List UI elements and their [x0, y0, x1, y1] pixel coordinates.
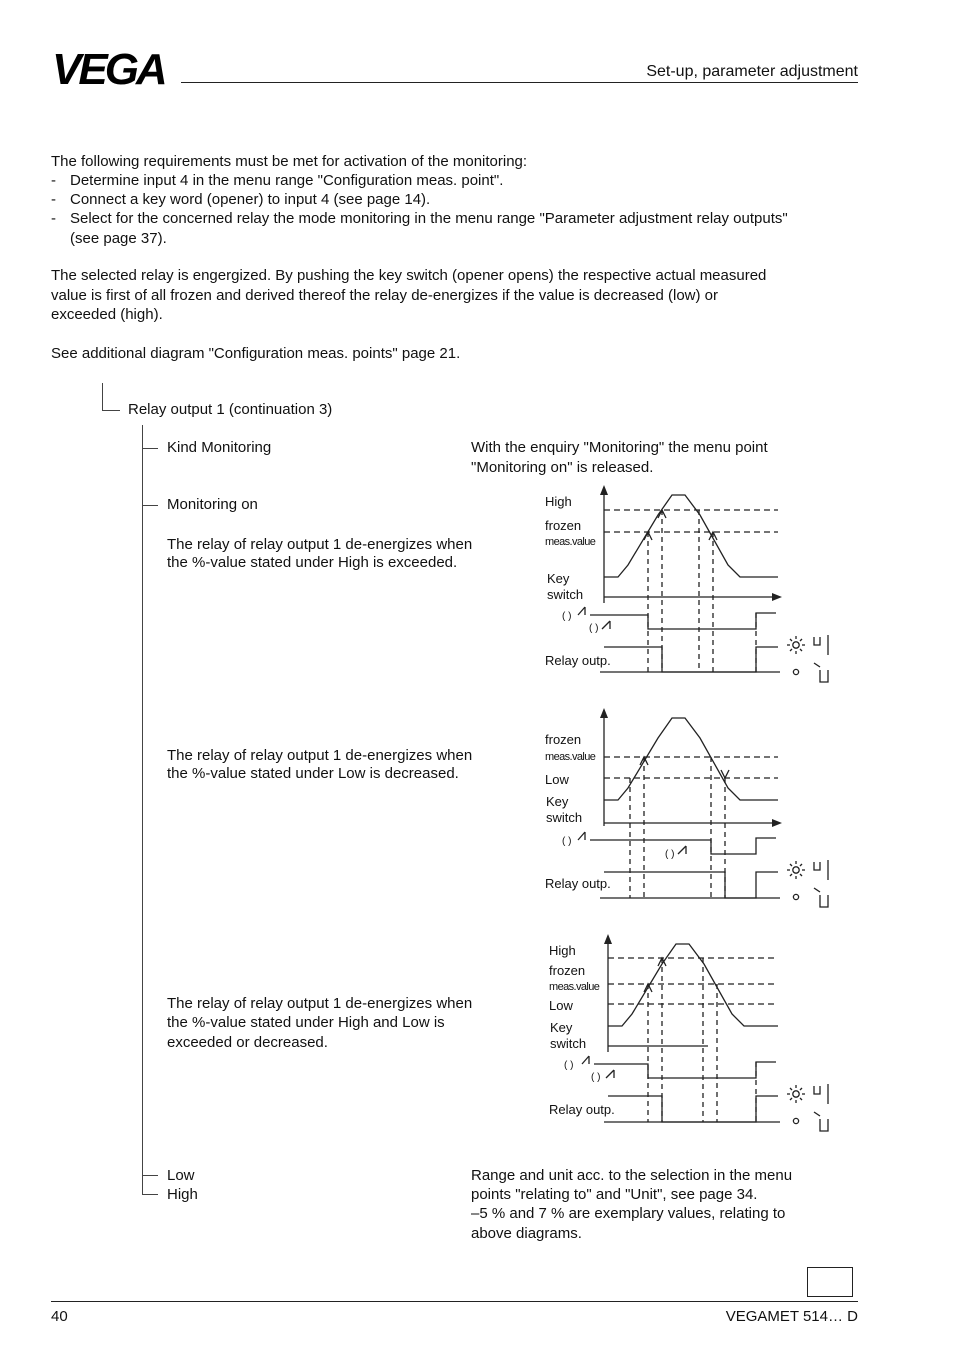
- menu-high: High: [167, 1186, 198, 1203]
- label-relay-outp: Relay outp.: [545, 876, 611, 891]
- intro-bullet-cont: (see page 37).: [70, 230, 167, 247]
- bullet-dash: -: [51, 172, 56, 189]
- label-key: Key: [546, 794, 569, 809]
- menu-kind-monitoring: Kind Monitoring: [167, 439, 272, 456]
- label-low: Low: [545, 772, 569, 787]
- desc-both: exceeded or decreased.: [167, 1034, 328, 1051]
- label-paren: ( ): [564, 1060, 574, 1071]
- tree-line: [102, 383, 103, 410]
- intro-bullet: Select for the concerned relay the mode monitoring in the menu range "Parameter adjustment relay outputs": [70, 210, 788, 227]
- tree-tick: [142, 505, 158, 506]
- desc-both: the %-value stated under High and Low is: [167, 1014, 445, 1031]
- bullet-dash: -: [51, 191, 56, 208]
- intro-bullet: Determine input 4 in the menu range "Configuration meas. point".: [70, 172, 504, 189]
- label-paren: ( ): [562, 611, 572, 622]
- desc-both: The relay of relay output 1 de-energizes when: [167, 995, 473, 1012]
- kind-desc: "Monitoring on" is released.: [471, 459, 654, 476]
- label-paren: ( ): [591, 1072, 601, 1083]
- label-frozen: frozen: [549, 963, 586, 978]
- label-paren: ( ): [562, 836, 572, 847]
- intro-para2-line: value is first of all frozen and derived thereof the relay de-energizes if the value is decreased (low) or: [51, 287, 719, 304]
- timing-diagram-high-low: [544, 934, 844, 1139]
- menu-monitoring-on: Monitoring on: [167, 496, 258, 513]
- section-title: Set-up, parameter adjustment: [646, 63, 858, 80]
- bullet-dash: -: [51, 210, 56, 227]
- timing-diagram-low: [540, 708, 840, 913]
- desc-low: The relay of relay output 1 de-energizes when: [167, 747, 473, 764]
- label-high: High: [549, 943, 576, 958]
- desc-low: the %-value stated under Low is decreased.: [167, 765, 459, 782]
- intro-lead: The following requirements must be met for activation of the monitoring:: [51, 153, 528, 170]
- label-meas-value: meas.value: [549, 981, 600, 993]
- doc-name: VEGAMET 514… D: [725, 1308, 858, 1325]
- menu-low: Low: [167, 1167, 195, 1184]
- footer-rule: [51, 1301, 858, 1302]
- page-number: 40: [51, 1308, 68, 1325]
- desc-high: the %-value stated under High is exceeded.: [167, 554, 458, 571]
- label-high: High: [545, 494, 572, 509]
- tree-tick: [142, 448, 158, 449]
- range-desc: points "relating to" and "Unit", see page 34.: [471, 1186, 758, 1203]
- tree-tick: [102, 410, 120, 411]
- header-rule: [181, 82, 858, 83]
- range-desc: –5 % and 7 % are exemplary values, relating to: [471, 1205, 786, 1222]
- range-desc: above diagrams.: [471, 1225, 582, 1242]
- desc-high: The relay of relay output 1 de-energizes when: [167, 536, 473, 553]
- timing-diagram-high: [540, 485, 840, 690]
- label-key: Key: [550, 1020, 573, 1035]
- intro-para3: See additional diagram "Configuration meas. points" page 21.: [51, 345, 461, 362]
- label-frozen: frozen: [545, 518, 582, 533]
- label-relay-outp: Relay outp.: [545, 653, 611, 668]
- label-low: Low: [549, 998, 573, 1013]
- intro-bullet: Connect a key word (opener) to input 4 (see page 14).: [70, 191, 431, 208]
- page-marker-box: [807, 1267, 853, 1297]
- intro-para2-line: The selected relay is engergized. By pushing the key switch (opener opens) the respective actual measured: [51, 267, 767, 284]
- intro-para2-line: exceeded (high).: [51, 306, 163, 323]
- label-meas-value: meas.value: [545, 536, 596, 548]
- tree-tick: [142, 1175, 158, 1176]
- label-meas-value: meas.value: [545, 751, 596, 763]
- label-switch: switch: [547, 587, 584, 602]
- menu-root: Relay output 1 (continuation 3): [128, 401, 333, 418]
- range-desc: Range and unit acc. to the selection in the menu: [471, 1167, 793, 1184]
- label-frozen: frozen: [545, 732, 582, 747]
- label-key: Key: [547, 571, 570, 586]
- vega-logo: VEGA: [52, 45, 165, 94]
- kind-desc: With the enquiry "Monitoring" the menu point: [471, 439, 768, 456]
- label-switch: switch: [550, 1036, 587, 1051]
- tree-line: [142, 425, 143, 1194]
- label-paren: ( ): [665, 849, 675, 860]
- label-paren: ( ): [589, 623, 599, 634]
- label-switch: switch: [546, 810, 583, 825]
- label-relay-outp: Relay outp.: [549, 1102, 615, 1117]
- tree-tick: [142, 1194, 158, 1195]
